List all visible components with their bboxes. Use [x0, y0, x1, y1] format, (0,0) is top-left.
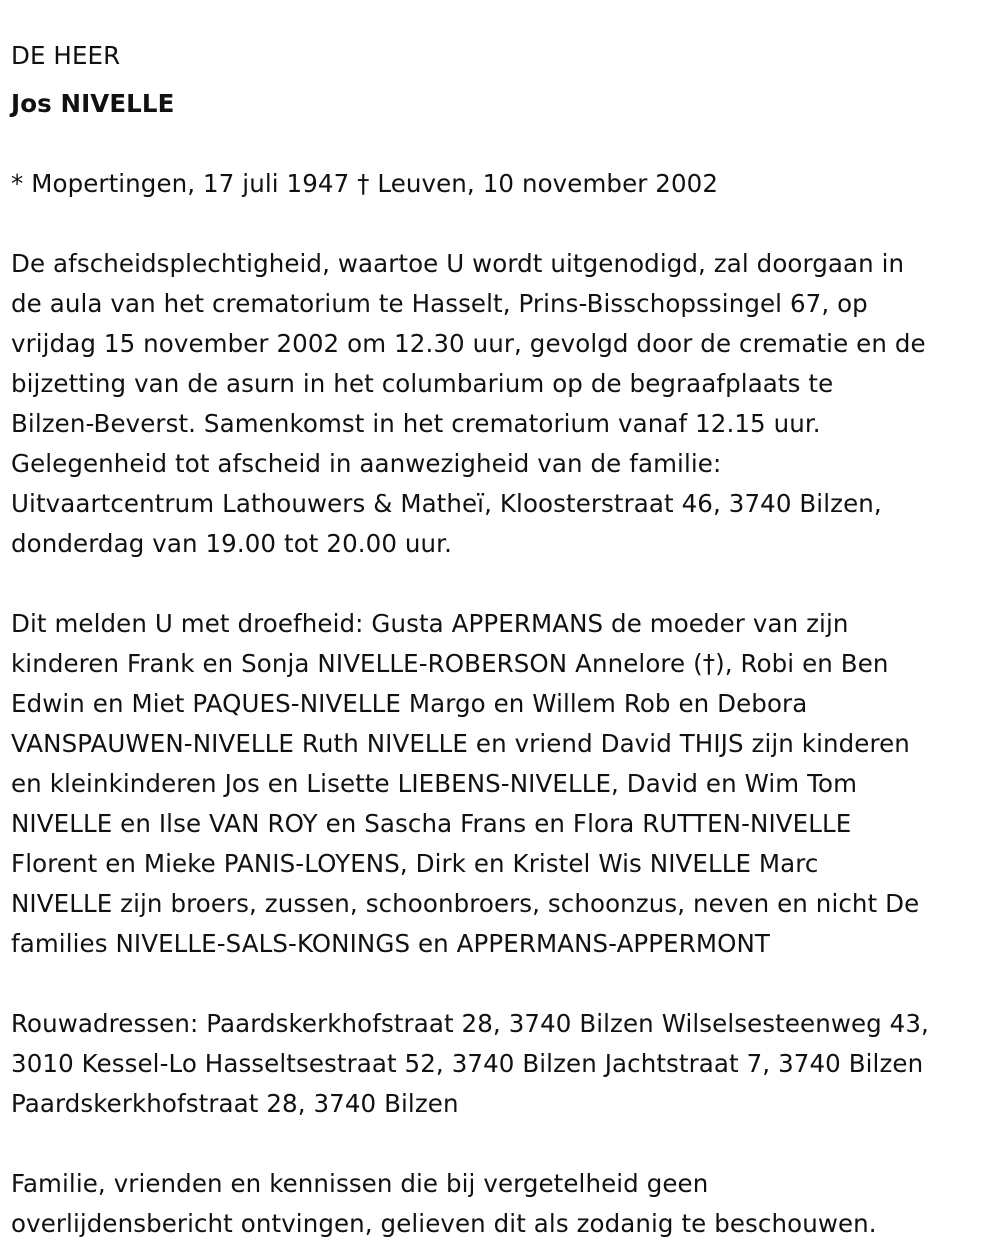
ceremony-line: bijzetting van de asurn in het columbarium op de begraafplaats te: [11, 369, 834, 398]
closing-line: overlijdensbericht ontvingen, gelieven dit als zodanig te beschouwen.: [11, 1209, 877, 1238]
announcement-line: en kleinkinderen Jos en Lisette LIEBENS-NIVELLE, David en Wim Tom: [11, 769, 858, 798]
deceased-name: Jos NIVELLE: [11, 89, 175, 118]
ceremony-line: de aula van het crematorium te Hasselt, Prins-Bisschopssingel 67, op: [11, 289, 868, 318]
birth-death-dates: * Mopertingen, 17 juli 1947 † Leuven, 10 november 2002: [11, 169, 719, 198]
announcement-line: Florent en Mieke PANIS-LOYENS, Dirk en Kristel Wis NIVELLE Marc: [11, 849, 819, 878]
ceremony-line: De afscheidsplechtigheid, waartoe U wordt uitgenodigd, zal doorgaan in: [11, 249, 905, 278]
announcement-line: Dit melden U met droefheid: Gusta APPERMANS de moeder van zijn: [11, 609, 849, 638]
announcement-line: NIVELLE zijn broers, zussen, schoonbroers, schoonzus, neven en nicht De: [11, 889, 920, 918]
ceremony-line: Uitvaartcentrum Lathouwers & Matheï, Kloosterstraat 46, 3740 Bilzen,: [11, 489, 882, 518]
announcement-line: NIVELLE en Ilse VAN ROY en Sascha Frans en Flora RUTTEN-NIVELLE: [11, 809, 852, 838]
ceremony-line: Gelegenheid tot afscheid in aanwezigheid van de familie:: [11, 449, 722, 478]
ceremony-line: donderdag van 19.00 tot 20.00 uur.: [11, 529, 452, 558]
address-line: Paardskerkhofstraat 28, 3740 Bilzen: [11, 1089, 459, 1118]
ceremony-line: Bilzen-Beverst. Samenkomst in het crematorium vanaf 12.15 uur.: [11, 409, 821, 438]
announcement-line: VANSPAUWEN-NIVELLE Ruth NIVELLE en vriend David THIJS zijn kinderen: [11, 729, 910, 758]
announcement-line: Edwin en Miet PAQUES-NIVELLE Margo en Willem Rob en Debora: [11, 689, 808, 718]
closing-line: Familie, vrienden en kennissen die bij vergetelheid geen: [11, 1169, 709, 1198]
announcement-line: kinderen Frank en Sonja NIVELLE-ROBERSON Annelore (†), Robi en Ben: [11, 649, 889, 678]
address-line: Rouwadressen: Paardskerkhofstraat 28, 3740 Bilzen Wilselsesteenweg 43,: [11, 1009, 929, 1038]
salutation: DE HEER: [11, 41, 121, 70]
announcement-line: families NIVELLE-SALS-KONINGS en APPERMANS-APPERMONT: [11, 929, 770, 958]
ceremony-line: vrijdag 15 november 2002 om 12.30 uur, gevolgd door de crematie en de: [11, 329, 926, 358]
address-line: 3010 Kessel-Lo Hasseltsestraat 52, 3740 Bilzen Jachtstraat 7, 3740 Bilzen: [11, 1049, 924, 1078]
